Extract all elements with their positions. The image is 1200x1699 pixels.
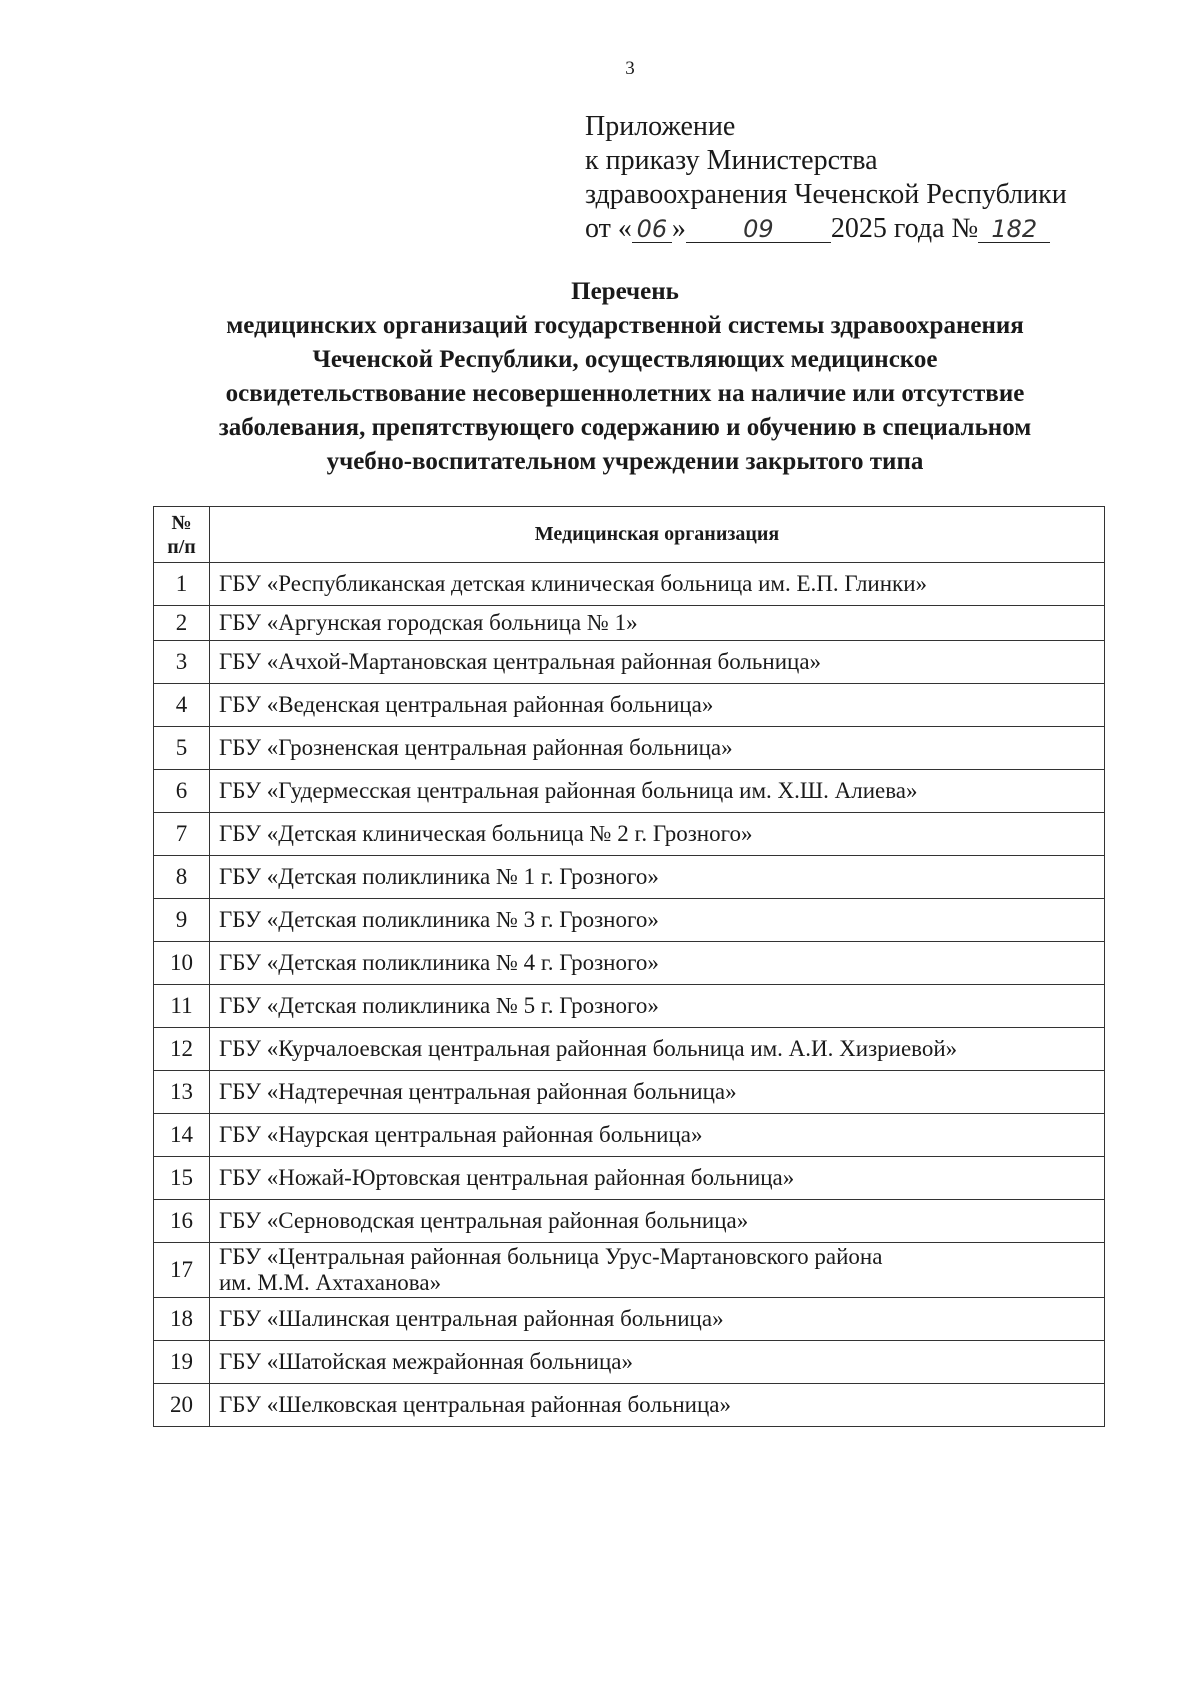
organization-name: ГБУ «Надтеречная центральная районная больница» bbox=[210, 1071, 1105, 1114]
title-line-6: учебно-воспитательном учреждении закрытого типа bbox=[326, 448, 924, 475]
title-line-5: заболевания, препятствующего содержанию и обучению в специальном bbox=[218, 414, 1032, 441]
row-number: 5 bbox=[154, 727, 210, 770]
table-row bbox=[154, 1298, 1105, 1341]
header-number-cell bbox=[154, 507, 210, 563]
row-number: 12 bbox=[154, 1028, 210, 1071]
table-row bbox=[154, 770, 1105, 813]
organization-name: ГБУ «Ачхой-Мартановская центральная районная больница» bbox=[210, 641, 1105, 684]
table-row bbox=[154, 985, 1105, 1028]
organization-name: ГБУ «Веденская центральная районная больница» bbox=[210, 684, 1105, 727]
appendix-line-3: здравоохранения Чеченской Республики bbox=[585, 179, 1067, 210]
organization-name: ГБУ «Шелковская центральная районная больница» bbox=[210, 1384, 1105, 1427]
table-row bbox=[154, 1341, 1105, 1384]
row-number: 7 bbox=[154, 813, 210, 856]
document-title bbox=[140, 275, 1110, 479]
table-row bbox=[154, 1071, 1105, 1114]
row-number: 10 bbox=[154, 942, 210, 985]
row-number: 4 bbox=[154, 684, 210, 727]
table-row bbox=[154, 899, 1105, 942]
table-row bbox=[154, 606, 1105, 641]
table-row bbox=[154, 1243, 1105, 1298]
organization-name: ГБУ «Курчалоевская центральная районная больница им. А.И. Хизриевой» bbox=[210, 1028, 1105, 1071]
title-line-4: освидетельствование несовершеннолетних на наличие или отсутствие bbox=[225, 380, 1025, 407]
table-row bbox=[154, 684, 1105, 727]
row-number: 15 bbox=[154, 1157, 210, 1200]
organization-name: ГБУ «Ножай-Юртовская центральная районная больница» bbox=[210, 1157, 1105, 1200]
organization-name: ГБУ «Детская поликлиника № 5 г. Грозного» bbox=[210, 985, 1105, 1028]
year-and-number-label: 2025 года № bbox=[830, 213, 979, 244]
table-row bbox=[154, 1114, 1105, 1157]
organization-name: ГБУ «Детская поликлиника № 3 г. Грозного» bbox=[210, 899, 1105, 942]
page-number: 3 bbox=[625, 58, 635, 79]
table-row bbox=[154, 1028, 1105, 1071]
organization-name: ГБУ «Детская поликлиника № 4 г. Грозного» bbox=[210, 942, 1105, 985]
handwritten-day: 06 bbox=[632, 216, 672, 243]
handwritten-month: 09 bbox=[686, 216, 831, 243]
row-number: 13 bbox=[154, 1071, 210, 1114]
organization-name: ГБУ «Грозненская центральная районная больница» bbox=[210, 727, 1105, 770]
row-number: 1 bbox=[154, 563, 210, 606]
organizations-table bbox=[153, 506, 1105, 1427]
row-number: 3 bbox=[154, 641, 210, 684]
table-row bbox=[154, 1384, 1105, 1427]
header-number-symbol: № bbox=[171, 511, 192, 534]
table-row bbox=[154, 813, 1105, 856]
title-line-1: Перечень bbox=[571, 278, 679, 305]
table-row bbox=[154, 1200, 1105, 1243]
row-number: 17 bbox=[154, 1243, 210, 1298]
table-row bbox=[154, 641, 1105, 684]
organization-name: ГБУ «Шалинская центральная районная больница» bbox=[210, 1298, 1105, 1341]
table-row bbox=[154, 563, 1105, 606]
row-number: 20 bbox=[154, 1384, 210, 1427]
organization-name: ГБУ «Гудермесская центральная районная больница им. Х.Ш. Алиева» bbox=[210, 770, 1105, 813]
table-header-row bbox=[154, 507, 1105, 563]
organization-name-line-1: ГБУ «Центральная районная больница Урус-Мартановского района bbox=[219, 1244, 883, 1269]
organization-name: ГБУ «Серноводская центральная районная больница» bbox=[210, 1200, 1105, 1243]
date-quote-close: » bbox=[671, 213, 686, 244]
row-number: 2 bbox=[154, 606, 210, 641]
row-number: 16 bbox=[154, 1200, 210, 1243]
organization-name: ГБУ «Детская поликлиника № 1 г. Грозного» bbox=[210, 856, 1105, 899]
header-organization-cell: Медицинская организация bbox=[210, 507, 1105, 563]
organization-name: ГБУ «Республиканская детская клиническая больница им. Е.П. Глинки» bbox=[210, 563, 1105, 606]
row-number: 9 bbox=[154, 899, 210, 942]
table-row bbox=[154, 1157, 1105, 1200]
date-prefix: от « bbox=[585, 213, 632, 244]
appendix-line-2: к приказу Министерства bbox=[585, 145, 878, 176]
organization-name-line-2: им. М.М. Ахтаханова» bbox=[219, 1270, 442, 1295]
organization-name: ГБУ «Наурская центральная районная больница» bbox=[210, 1114, 1105, 1157]
table-row bbox=[154, 856, 1105, 899]
table-row bbox=[154, 727, 1105, 770]
row-number: 18 bbox=[154, 1298, 210, 1341]
organization-name bbox=[210, 1243, 1105, 1298]
organization-name: ГБУ «Аргунская городская больница № 1» bbox=[210, 606, 1105, 641]
title-line-2: медицинских организаций государственной системы здравоохранения bbox=[226, 312, 1024, 339]
appendix-block bbox=[585, 110, 1067, 246]
organization-name: ГБУ «Шатойская межрайонная больница» bbox=[210, 1341, 1105, 1384]
title-line-3: Чеченской Республики, осуществляющих медицинское bbox=[312, 346, 938, 373]
row-number: 8 bbox=[154, 856, 210, 899]
header-number-abbrev: п/п bbox=[167, 535, 196, 558]
row-number: 11 bbox=[154, 985, 210, 1028]
row-number: 19 bbox=[154, 1341, 210, 1384]
appendix-line-1: Приложение bbox=[585, 111, 736, 142]
handwritten-order-number: 182 bbox=[978, 216, 1050, 243]
row-number: 6 bbox=[154, 770, 210, 813]
row-number: 14 bbox=[154, 1114, 210, 1157]
appendix-date-line bbox=[585, 212, 1067, 246]
organization-name: ГБУ «Детская клиническая больница № 2 г. Грозного» bbox=[210, 813, 1105, 856]
table-row bbox=[154, 942, 1105, 985]
